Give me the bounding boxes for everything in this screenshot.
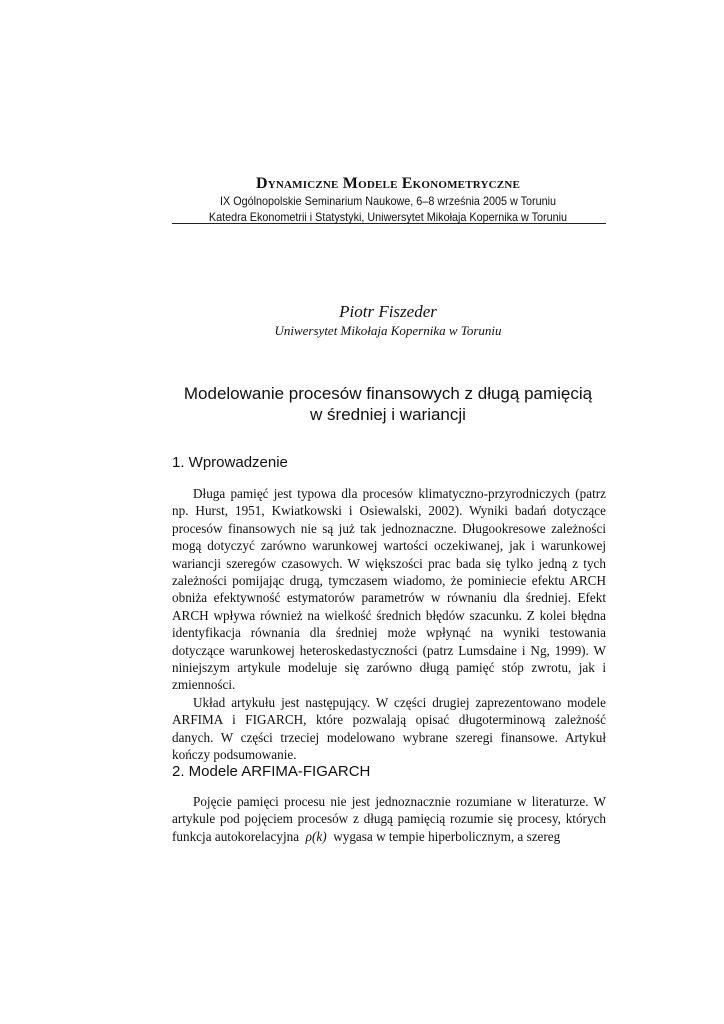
section-body-introduction <box>172 485 606 764</box>
paper-title <box>150 383 626 425</box>
section-heading-models: 2. Modele ARFIMA-FIGARCH <box>172 763 371 780</box>
text-run: Pojęcie pamięci procesu nie jest jednoznacznie rozumiane w literaturze. W artykule pod pojęciem procesów z długą pamięcią rozumie się procesy, których funkcja autokorelacyjna <box>172 794 606 844</box>
running-header <box>170 175 606 225</box>
text-run: wygasa w tempie hiperbolicznym, a szereg <box>333 828 561 844</box>
seminar-line: IX Ogólnopolskie Seminarium Naukowe, 6–8 września 2005 w Toruniu <box>220 194 556 208</box>
section-body-models <box>172 793 606 845</box>
author-affiliation: Uniwersytet Mikołaja Kopernika w Toruniu <box>274 323 502 338</box>
department-line: Katedra Ekonometrii i Statystyki, Uniwersytet Mikołaja Kopernika w Toruniu <box>208 210 568 224</box>
paragraph: Długa pamięć jest typowa dla procesów klimatyczno-przyrodniczych (patrz np. Hurst, 1951, Kwiatkowski i Osiewalski, 2002). Wyniki badań dotyczące procesów finansowych nie są już tak jednoznaczne. Długookresowe zależności mogą dotyczyć zarówno warunkowej wartości oczekiwanej, jak i warunkowej wariancji szeregów czasowych. W większości prac bada się tylko jedną z tych zależności pomijając drugą, tymczasem wiadomo, że pominiecie efektu ARCH obniża efektywność estymatorów parametrów w równaniu dla średniej. Efekt ARCH wpływa również na wielkość średnich błędów szacunku. Z kolei błędna identyfikacja równania dla średniej może wpłynąć na wyniki testowania dotyczące warunkowej heteroskedastyczności (patrz Lumsdaine i Ng, 1999). W niniejszym artykule modeluje się zarówno długą pamięć stóp zwrotu, jak i zmienności. <box>172 486 606 693</box>
author-name: Piotr Fiszeder <box>339 302 437 321</box>
paragraph <box>172 793 606 845</box>
paragraph: Układ artykułu jest następujący. W części drugiej zaprezentowano modele ARFIMA i FIGARCH, które pozwalają opisać długoterminową zależność danych. W części trzeciej modelowano wybrane szeregi finansowe. Artykuł kończy podsumowanie. <box>172 694 606 763</box>
autocorrelation-function-symbol: ρ(k) <box>305 828 327 844</box>
section-heading-introduction: 1. Wprowadzenie <box>172 454 288 471</box>
paper-title-line-1: Modelowanie procesów finansowych z długą pamięcią <box>183 384 593 403</box>
paper-title-line-2: w średniej i wariancji <box>310 405 466 424</box>
header-rule <box>172 223 606 224</box>
series-title: Dynamiczne Modele Ekonometryczne <box>255 175 521 192</box>
